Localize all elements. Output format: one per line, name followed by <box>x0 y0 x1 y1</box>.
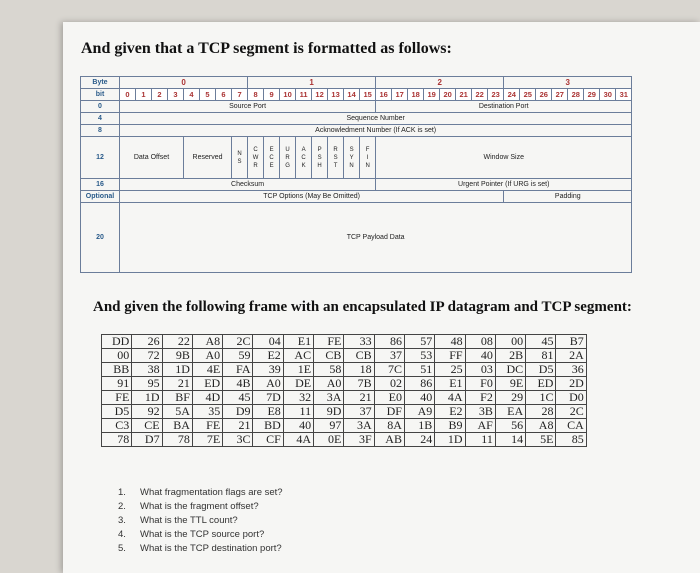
hex-byte: CA <box>556 419 586 433</box>
hex-byte: 92 <box>132 405 162 419</box>
hex-byte: FF <box>435 349 465 363</box>
hex-byte: 3F <box>344 433 374 447</box>
hex-row <box>102 335 587 349</box>
flag-letter: S <box>349 146 354 153</box>
flag-letter: I <box>366 154 369 161</box>
hex-byte: 2D <box>556 377 586 391</box>
flag-cell <box>312 137 328 179</box>
destination-port-field: Destination Port <box>376 101 632 113</box>
hex-byte: E0 <box>374 391 404 405</box>
hex-byte: EA <box>495 405 525 419</box>
question-text: What is the TCP source port? <box>140 529 265 540</box>
hex-byte: 97 <box>314 419 344 433</box>
hex-byte: A8 <box>526 419 556 433</box>
hex-byte: 4A <box>435 391 465 405</box>
tcp-options-field: TCP Options (May Be Omitted) <box>120 191 504 203</box>
flag-letter: G <box>285 162 290 169</box>
offset-label: 12 <box>81 137 120 179</box>
hex-byte: 2B <box>495 349 525 363</box>
bit-number: 14 <box>344 89 360 101</box>
hex-row <box>102 433 587 447</box>
offset-label: 16 <box>81 179 120 191</box>
hex-byte: 7D <box>253 391 283 405</box>
question-text: What is the fragment offset? <box>140 501 259 512</box>
bit-number: 10 <box>280 89 296 101</box>
flag-letter: S <box>237 158 242 165</box>
hex-byte: 78 <box>102 433 132 447</box>
byte-number: 3 <box>504 77 632 89</box>
hex-byte: 2C <box>556 405 586 419</box>
hex-byte: 4E <box>192 363 222 377</box>
hex-byte: DC <box>495 363 525 377</box>
hex-byte: 86 <box>404 377 434 391</box>
hex-byte: 26 <box>132 335 162 349</box>
hex-byte: D9 <box>223 405 253 419</box>
bit-number: 2 <box>152 89 168 101</box>
bit-number: 29 <box>584 89 600 101</box>
question-text: What is the TTL count? <box>140 515 238 526</box>
flag-letter: S <box>317 154 322 161</box>
question-number: 2. <box>118 501 126 512</box>
flag-letter: N <box>237 150 242 157</box>
flag-letter: F <box>365 146 370 153</box>
hex-byte: 08 <box>465 335 495 349</box>
hex-byte: 5A <box>162 405 192 419</box>
hex-row <box>102 405 587 419</box>
hex-byte: BF <box>162 391 192 405</box>
hex-byte: 03 <box>465 363 495 377</box>
hex-byte: 21 <box>223 419 253 433</box>
hex-byte: 1D <box>132 391 162 405</box>
hex-byte: 51 <box>404 363 434 377</box>
hex-byte: 7E <box>192 433 222 447</box>
flag-letter: N <box>365 162 370 169</box>
reserved-field: Reserved <box>184 137 232 179</box>
hex-byte: FE <box>192 419 222 433</box>
hex-byte: 48 <box>435 335 465 349</box>
hex-byte: D7 <box>132 433 162 447</box>
flag-letter: C <box>301 154 306 161</box>
flag-cell <box>344 137 360 179</box>
hex-byte: 40 <box>465 349 495 363</box>
flag-letter: W <box>252 154 259 161</box>
hex-byte: 45 <box>526 335 556 349</box>
hex-byte: 38 <box>132 363 162 377</box>
hex-byte: 40 <box>283 419 313 433</box>
hex-byte: AC <box>283 349 313 363</box>
hex-byte: 36 <box>556 363 586 377</box>
bit-number: 9 <box>264 89 280 101</box>
bit-row <box>81 89 632 101</box>
hex-byte: D0 <box>556 391 586 405</box>
bit-number: 23 <box>488 89 504 101</box>
hex-byte: 28 <box>526 405 556 419</box>
hex-byte: 02 <box>374 377 404 391</box>
payload-field: TCP Payload Data <box>120 203 632 273</box>
question-number: 1. <box>118 487 126 498</box>
data-offset-field: Data Offset <box>120 137 184 179</box>
flag-letter: E <box>269 162 274 169</box>
flag-cell <box>360 137 376 179</box>
hex-byte: 1D <box>162 363 192 377</box>
hex-byte: B9 <box>435 419 465 433</box>
bit-number: 6 <box>216 89 232 101</box>
hex-byte: 35 <box>192 405 222 419</box>
hex-byte: BA <box>162 419 192 433</box>
hex-byte: 56 <box>495 419 525 433</box>
padding-field: Padding <box>504 191 632 203</box>
hex-byte: 0E <box>314 433 344 447</box>
flag-letter: K <box>301 162 306 169</box>
hex-byte: 11 <box>465 433 495 447</box>
hex-byte: 04 <box>253 335 283 349</box>
flag-letter: E <box>269 146 274 153</box>
hex-byte: 8A <box>374 419 404 433</box>
hex-byte: 86 <box>374 335 404 349</box>
hex-byte: 22 <box>162 335 192 349</box>
hex-byte: 00 <box>102 349 132 363</box>
byte-number: 0 <box>120 77 248 89</box>
flag-letter: S <box>333 154 338 161</box>
question-list <box>118 486 283 556</box>
hex-byte: DD <box>102 335 132 349</box>
bit-number: 20 <box>440 89 456 101</box>
hex-byte: 24 <box>404 433 434 447</box>
hex-byte: FE <box>102 391 132 405</box>
hex-byte: FE <box>314 335 344 349</box>
flag-letter: C <box>253 146 258 153</box>
hex-byte: 85 <box>556 433 586 447</box>
flag-letter: A <box>301 146 306 153</box>
bit-number: 24 <box>504 89 520 101</box>
hex-byte: 1D <box>435 433 465 447</box>
hex-byte: 32 <box>283 391 313 405</box>
hex-byte: 45 <box>223 391 253 405</box>
hex-byte: D5 <box>526 363 556 377</box>
hex-byte: E1 <box>435 377 465 391</box>
hex-byte: 78 <box>162 433 192 447</box>
hex-byte: AB <box>374 433 404 447</box>
hex-byte: 40 <box>404 391 434 405</box>
hex-frame-table <box>101 334 587 447</box>
hex-byte: 11 <box>283 405 313 419</box>
hex-byte: 3A <box>314 391 344 405</box>
question-number: 3. <box>118 515 126 526</box>
hex-byte: 33 <box>344 335 374 349</box>
hex-byte: 29 <box>495 391 525 405</box>
bit-label: bit <box>81 89 120 101</box>
flag-letter: Y <box>349 154 354 161</box>
question-text: What is the TCP destination port? <box>140 543 282 554</box>
hex-row <box>102 391 587 405</box>
flag-letter: H <box>317 162 322 169</box>
bit-number: 16 <box>376 89 392 101</box>
hex-byte: CE <box>132 419 162 433</box>
hex-byte: 4A <box>283 433 313 447</box>
hex-byte: 9E <box>495 377 525 391</box>
hex-byte: B7 <box>556 335 586 349</box>
hex-byte: 21 <box>344 391 374 405</box>
hex-byte: A9 <box>404 405 434 419</box>
tcp-header-table <box>80 76 632 273</box>
question-number: 5. <box>118 543 126 554</box>
bit-number: 22 <box>472 89 488 101</box>
bit-number: 26 <box>536 89 552 101</box>
heading-frame: And given the following frame with an encapsulated IP datagram and TCP segment: <box>93 299 632 315</box>
hex-byte: 3C <box>223 433 253 447</box>
byte-number: 2 <box>376 77 504 89</box>
bit-number: 13 <box>328 89 344 101</box>
flag-cell <box>264 137 280 179</box>
bit-number: 17 <box>392 89 408 101</box>
hex-byte: 18 <box>344 363 374 377</box>
hex-byte: 14 <box>495 433 525 447</box>
question-item <box>118 500 283 514</box>
bit-number: 1 <box>136 89 152 101</box>
hex-byte: 1C <box>526 391 556 405</box>
bit-number: 25 <box>520 89 536 101</box>
bit-number: 19 <box>424 89 440 101</box>
offset-label: 8 <box>81 125 120 137</box>
byte-label: Byte <box>81 77 120 89</box>
bit-number: 8 <box>248 89 264 101</box>
hex-byte: E2 <box>435 405 465 419</box>
bit-number: 28 <box>568 89 584 101</box>
hex-byte: 7B <box>344 377 374 391</box>
hex-byte: CB <box>344 349 374 363</box>
hex-byte: 7C <box>374 363 404 377</box>
hex-byte: E8 <box>253 405 283 419</box>
ack-number-field: Acknowledment Number (If ACK is set) <box>120 125 632 137</box>
hex-byte: 57 <box>404 335 434 349</box>
hex-byte: 39 <box>253 363 283 377</box>
hex-byte: DE <box>283 377 313 391</box>
hex-byte: 3B <box>465 405 495 419</box>
flag-cell <box>328 137 344 179</box>
flag-letter: R <box>253 162 258 169</box>
hex-byte: E1 <box>283 335 313 349</box>
offset-label: 0 <box>81 101 120 113</box>
flag-cell <box>296 137 312 179</box>
question-item <box>118 528 283 542</box>
hex-row <box>102 419 587 433</box>
hex-row <box>102 377 587 391</box>
hex-byte: ED <box>192 377 222 391</box>
hex-byte: 81 <box>526 349 556 363</box>
bit-number: 31 <box>616 89 632 101</box>
bit-number: 4 <box>184 89 200 101</box>
hex-byte: 00 <box>495 335 525 349</box>
hex-byte: 1B <box>404 419 434 433</box>
hex-byte: 4D <box>192 391 222 405</box>
hex-byte: 91 <box>102 377 132 391</box>
bit-number: 0 <box>120 89 136 101</box>
bit-number: 27 <box>552 89 568 101</box>
offset-label: Optional <box>81 191 120 203</box>
hex-byte: 37 <box>344 405 374 419</box>
hex-byte: 9B <box>162 349 192 363</box>
hex-byte: 2C <box>223 335 253 349</box>
flag-letter: U <box>285 146 290 153</box>
offset-label: 4 <box>81 113 120 125</box>
offset-label: 20 <box>81 203 120 273</box>
hex-byte: FA <box>223 363 253 377</box>
window-size-field: Window Size <box>376 137 632 179</box>
hex-byte: E2 <box>253 349 283 363</box>
hex-byte: CB <box>314 349 344 363</box>
hex-byte: BB <box>102 363 132 377</box>
hex-byte: 3A <box>344 419 374 433</box>
hex-byte: 58 <box>314 363 344 377</box>
hex-byte: 9D <box>314 405 344 419</box>
hex-byte: 4B <box>223 377 253 391</box>
bit-number: 11 <box>296 89 312 101</box>
bit-number: 18 <box>408 89 424 101</box>
hex-byte: AF <box>465 419 495 433</box>
question-item <box>118 542 283 556</box>
flag-letter: C <box>269 154 274 161</box>
hex-byte: 59 <box>223 349 253 363</box>
bit-number: 12 <box>312 89 328 101</box>
hex-byte: 5E <box>526 433 556 447</box>
hex-byte: 21 <box>162 377 192 391</box>
hex-byte: D5 <box>102 405 132 419</box>
hex-byte: A0 <box>314 377 344 391</box>
hex-byte: F2 <box>465 391 495 405</box>
flag-letter: P <box>317 146 322 153</box>
flag-letter: T <box>333 162 338 169</box>
bit-number: 30 <box>600 89 616 101</box>
question-item <box>118 486 283 500</box>
hex-byte: A0 <box>253 377 283 391</box>
hex-row <box>102 349 587 363</box>
hex-byte: A8 <box>192 335 222 349</box>
source-port-field: Source Port <box>120 101 376 113</box>
flag-cell <box>248 137 264 179</box>
hex-byte: BD <box>253 419 283 433</box>
urgent-pointer-field: Urgent Pointer (If URG is set) <box>376 179 632 191</box>
bit-number: 21 <box>456 89 472 101</box>
flag-cell <box>280 137 296 179</box>
hex-byte: DF <box>374 405 404 419</box>
hex-byte: A0 <box>192 349 222 363</box>
bit-number: 7 <box>232 89 248 101</box>
question-text: What fragmentation flags are set? <box>140 487 283 498</box>
hex-byte: 25 <box>435 363 465 377</box>
hex-byte: CF <box>253 433 283 447</box>
flag-letter: N <box>349 162 354 169</box>
flag-cell <box>232 137 248 179</box>
heading-tcp-format: And given that a TCP segment is formatted as follows: <box>81 40 452 57</box>
checksum-field: Checksum <box>120 179 376 191</box>
hex-row <box>102 363 587 377</box>
bit-number: 15 <box>360 89 376 101</box>
hex-byte: 1E <box>283 363 313 377</box>
hex-byte: ED <box>526 377 556 391</box>
hex-byte: 53 <box>404 349 434 363</box>
hex-byte: F0 <box>465 377 495 391</box>
flag-letter: R <box>333 146 338 153</box>
bit-number: 5 <box>200 89 216 101</box>
hex-byte: 95 <box>132 377 162 391</box>
hex-byte: C3 <box>102 419 132 433</box>
hex-byte: 37 <box>374 349 404 363</box>
byte-number: 1 <box>248 77 376 89</box>
question-item <box>118 514 283 528</box>
question-number: 4. <box>118 529 126 540</box>
hex-byte: 2A <box>556 349 586 363</box>
hex-byte: 72 <box>132 349 162 363</box>
flag-letter: R <box>285 154 290 161</box>
sequence-number-field: Sequence Number <box>120 113 632 125</box>
bit-number: 3 <box>168 89 184 101</box>
